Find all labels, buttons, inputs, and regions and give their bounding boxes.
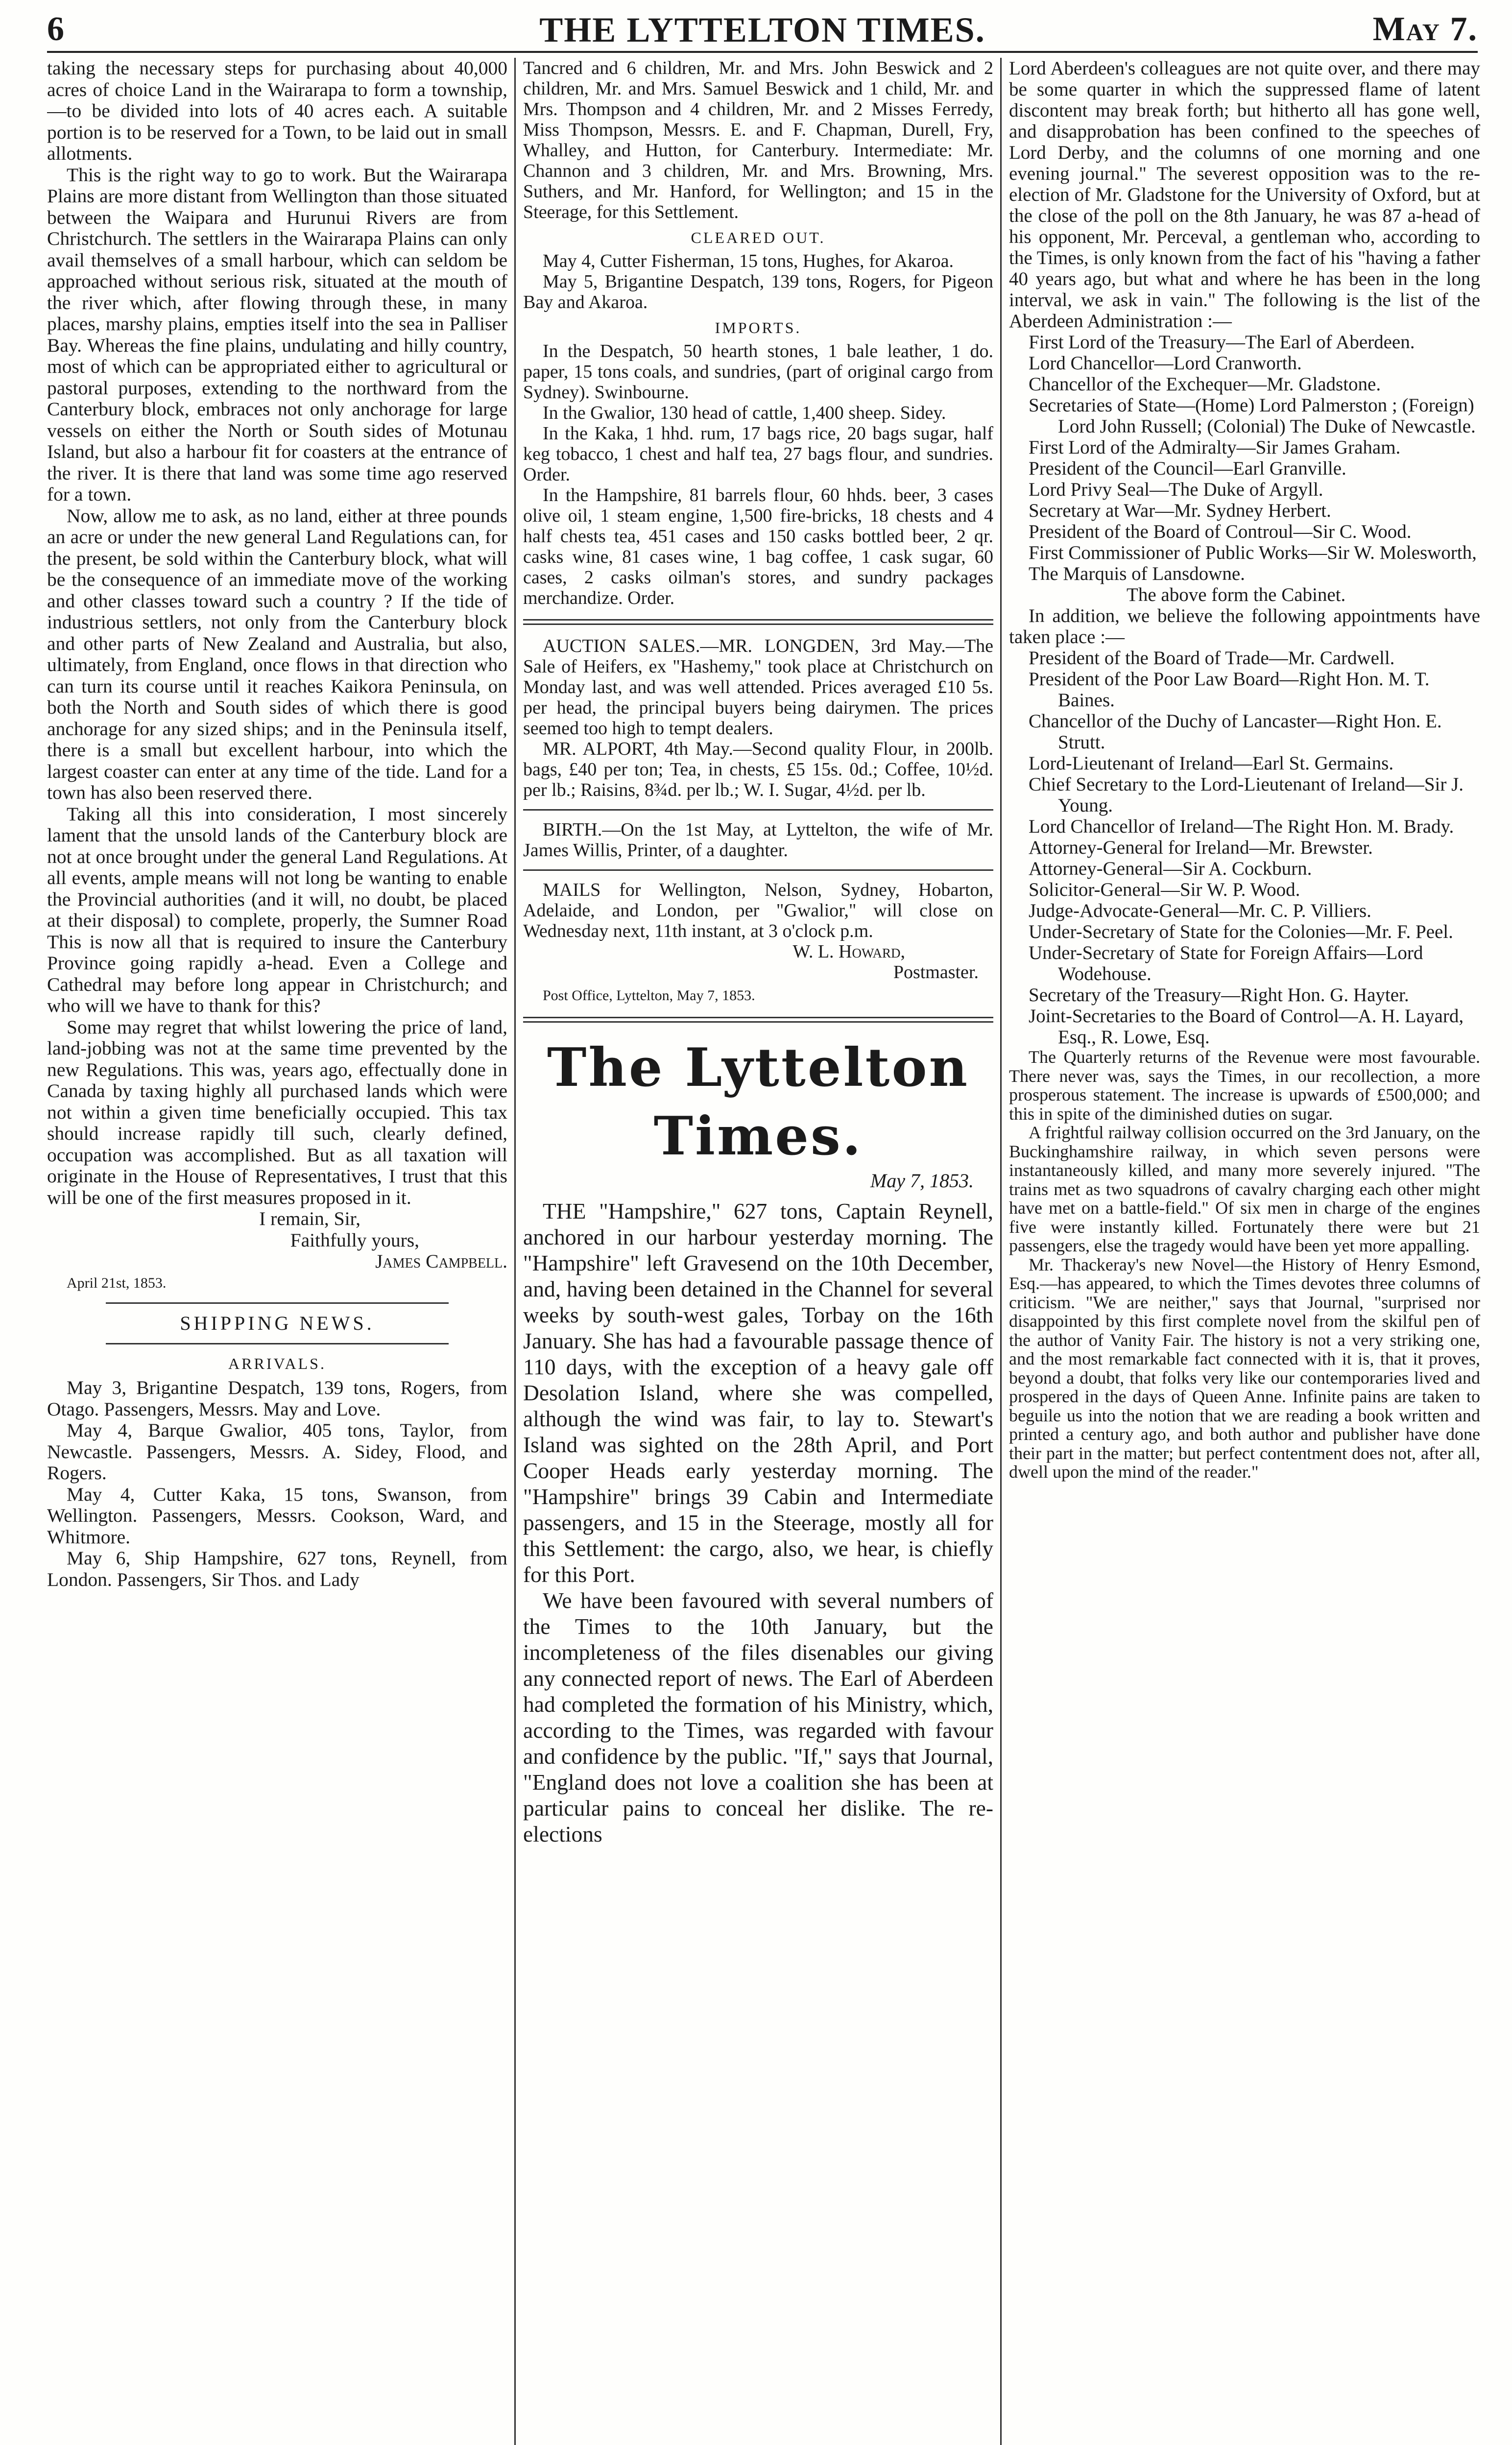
post-office-line: Post Office, Lyttelton, May 7, 1853.	[543, 987, 755, 1004]
arrival-entry: May 4, Cutter Kaka, 15 tons, Swanson, from Wellington. Passengers, Messrs. Cookson, Ward, and Whitmore.	[47, 1483, 507, 1548]
import-entry: In the Kaka, 1 hhd. rum, 17 bags rice, 20 bags sugar, half keg tobacco, 1 chest and half tea, 27 bags flour, and sundries. Order.	[523, 423, 993, 485]
news-paragraph: Mr. Thackeray's new Novel—the History of Henry Esmond, Esq.—has appeared, to which the Times devotes three columns of criticism. "We are neither," says that Journal, "surprised nor disappointed by this first complete novel from the skilful pen of the author of Vanity Fair. The history is not a very striking one, and the most remarkable fact connected with it is, that it proves, beyond a doubt, that folks very like our contemporaries lived and prospered in the days of Queen Anne. Infinite pains are taken to beguile us into the notion that we are reading a book written and printed a century ago, and both author and publisher have done their part in the matter; but perfect contentment does not, after all, dwell upon the mind of the reader."	[1009, 1254, 1480, 1482]
letter-paragraph: Now, allow me to ask, as no land, either at three pounds an acre or under the new general Land Regulations can, for the present, be sold within the Canterbury block, what will be the consequence of an immediate move of the working and other classes toward such a country ? If the tide of industrious settlers, not only from the Canterbury block and other parts of New Zealand and Australia, but also, ultimately, from England, once flows in that direction who can turn its course until it reaches Kaikora Peninsula, on both the North and South sides of which there is good anchorage for any sized ships; and in the Peninsula itself, there is a small but excellent harbour, into which the largest coaster can enter at any time of the tide. Land for a town has also been reserved there.	[47, 504, 507, 803]
appointment-item: Solicitor-General—Sir W. P. Wood.	[1029, 879, 1300, 900]
letter-dateline: April 21st, 1853.	[67, 1274, 167, 1291]
appointment-item: Chief Secretary to the Lord-Lieutenant of Ireland—Sir J. Young.	[1029, 774, 1464, 816]
page-number: 6	[47, 10, 64, 48]
letter-paragraph: taking the necessary steps for purchasing about 40,000 acres of choice Land in the Wairarapa to form a township,—to be divided into lots of 40 acres each. A suitable portion is to be reserved for a Town, to be laid out in small allotments.	[47, 58, 507, 164]
arrival-entry: May 3, Brigantine Despatch, 139 tons, Rogers, from Otago. Passengers, Messrs. May and Love.	[47, 1377, 507, 1420]
appointment-item: Joint-Secretaries to the Board of Control—A. H. Layard, Esq., R. Lowe, Esq.	[1029, 1006, 1464, 1048]
auction-notice: AUCTION SALES.—MR. LONGDEN, 3rd May.—The Sale of Heifers, ex "Hashemy," took place at Christchurch on Monday last, and was well attended. Prices averaged £10 5s. per head, the principal buyers being dairymen. The prices seemed too high to tempt dealers.	[523, 636, 993, 739]
import-entry: In the Gwalior, 130 head of cattle, 1,400 sheep. Sidey.	[543, 403, 946, 423]
cabinet-item: Secretaries of State—(Home) Lord Palmerston ; (Foreign) Lord John Russell; (Colonial) The Duke of Newcastle.	[1029, 395, 1476, 437]
appointment-item: Judge-Advocate-General—Mr. C. P. Villiers.	[1029, 900, 1371, 921]
letter-closing: I remain, Sir,	[259, 1208, 360, 1229]
header-rule	[47, 51, 1478, 53]
appointment-item: Attorney-General—Sir A. Cockburn.	[1029, 858, 1312, 879]
auction-notice: MR. ALPORT, 4th May.—Second quality Flour, in 200lb. bags, £40 per ton; Tea, in chests, £5 15s. 0d.; Coffee, 10½d. per lb.; Raisins, 8¾d. per lb.; W. I. Sugar, 4½d. per lb.	[523, 739, 993, 800]
cabinet-item: President of the Board of Controul—Sir C. Wood.	[1029, 521, 1412, 542]
column-divider	[514, 58, 516, 2445]
column-divider	[1000, 58, 1002, 2445]
letter-closing: Faithfully yours,	[290, 1229, 419, 1251]
cabinet-item: Chancellor of the Exchequer—Mr. Gladstone.	[1029, 374, 1381, 395]
cleared-entry: May 5, Brigantine Despatch, 139 tons, Rogers, for Pigeon Bay and Akaroa.	[523, 271, 993, 312]
cabinet-item: First Commissioner of Public Works—Sir W. Molesworth,	[1029, 542, 1477, 563]
cabinet-note: The above form the Cabinet.	[1127, 584, 1346, 605]
mails-signer: W. L. Howard,	[792, 941, 905, 962]
imports-heading: IMPORTS.	[715, 319, 802, 336]
letter-paragraph: This is the right way to go to work. But the Wairarapa Plains are more distant from Wellington than those situated between the Waipara and Hurunui Rivers are from Christchurch. The settlers in the Wairarapa Plains can only avail themselves of a small harbour, which can seldom be approached without serious risk, situated at the mouth of the river which, after flowing through these, in many places, marshy plains, empties itself into the sea in Palliser Bay. Whereas the fine plains, undulating and hilly country, most of which can be appropriated either to agricultural or pastoral purposes, extending to the northward from the Canterbury block, embraces not only anchorage for large vessels on either the North or South sides of Motunau Island, but also a harbour fit for coasters at the entrance of the river. It is there that land was some time ago reserved for a town.	[47, 164, 507, 505]
arrival-entry-continued: Tancred and 6 children, Mr. and Mrs. John Beswick and 2 children, Mr. and Mrs. Samuel Beswick and 1 child, Mr. and Mrs. Thompson and 4 children, Mr. and 2 Misses Ferredy, Miss Thompson, Messrs. E. and F. Chapman, Durell, Fry, Whalley, and Hutton, for Canterbury. Intermediate: Mr. Channon and 3 children, Mr. and Mrs. Browning, Mrs. Suthers, and Mr. Hanford, for Wellington; and 15 in the Steerage, for this Settlement.	[523, 58, 993, 222]
arrivals-heading: ARRIVALS.	[228, 1354, 326, 1372]
arrival-entry: May 6, Ship Hampshire, 627 tons, Reynell, from London. Passengers, Sir Thos. and Lady	[47, 1547, 507, 1590]
issue-date: May 7.	[1372, 10, 1478, 48]
letter-paragraph: Some may regret that whilst lowering the price of land, land-jobbing was not at the same time prevented by the new Regulations. This was, years ago, effectually done in Canada by taxing highly all purchased lands which were not within a given time beneficially occupied. This tax should increase rapidly till such, clearly defined, occupation was accomplished. But as all taxation will originate in the House of Representatives, I trust that this will be one of the first measures proposed in it.	[47, 1016, 507, 1208]
cabinet-item: The Marquis of Lansdowne.	[1029, 563, 1245, 584]
appointments-list	[1009, 647, 1480, 1048]
section-rule	[106, 1302, 449, 1304]
arrival-entry: May 4, Barque Gwalior, 405 tons, Taylor, from Newcastle. Passengers, Messrs. A. Sidey, Flood, and Rogers.	[47, 1419, 507, 1484]
cabinet-item: Lord Chancellor—Lord Cranworth.	[1029, 353, 1302, 374]
news-paragraph: The Quarterly returns of the Revenue were most favourable. There never was, says the Times, in our recollection, a more prosperous statement. The increase is upwards of £500,000; and this in spite of the diminished duties on sugar.	[1009, 1047, 1480, 1124]
editorial-paragraph: THE "Hampshire," 627 tons, Captain Reynell, anchored in our harbour yesterday morning. The "Hampshire" left Gravesend on the 10th December, and, having been detained in the Channel for several weeks by south-west gales, Torbay on the 16th January. She has had a favourable passage thence of 110 days, with the exception of a heavy gale off Desolation Island, where she was compelled, although the wind was fair, to lay to. Stewart's Island was sighted on the 28th April, and Port Cooper Heads early yesterday morning. The "Hampshire" brings 39 Cabin and Intermediate passengers, and 15 in the Steerage, mostly all for this Settlement: the cargo, also, we hear, is chiefly for this Port.	[523, 1199, 993, 1587]
column-1	[47, 58, 507, 2445]
cabinet-item: Secretary at War—Mr. Sydney Herbert.	[1029, 500, 1331, 521]
news-paragraph: A frightful railway collision occurred on the 3rd January, on the Buckinghamshire railway, in which seven persons were instantaneously killed, and many more severely injured. "The trains met as two squadrons of cavalry charging each other might have met on a battle-field." Of six men in charge of the engines five were instantly killed. Fortunately there were but 21 passengers, else the tragedy would have been yet more appalling.	[1009, 1123, 1480, 1255]
appointment-item: Attorney-General for Ireland—Mr. Brewster.	[1029, 837, 1373, 858]
cabinet-item: First Lord of the Admiralty—Sir James Graham.	[1029, 437, 1401, 458]
mails-notice: MAILS for Wellington, Nelson, Sydney, Hobarton, Adelaide, and London, per "Gwalior," will close on Wednesday next, 11th instant, at 3 o'clock p.m.	[523, 880, 993, 941]
appointment-item: Lord-Lieutenant of Ireland—Earl St. Germains.	[1029, 753, 1394, 774]
editorial-date: May 7, 1853.	[870, 1170, 974, 1192]
editorial-paragraph: We have been favoured with several numbers of the Times to the 10th January, but the incompleteness of the files disenables our giving any connected report of news. The Earl of Aberdeen had completed the formation of his Ministry, which, according to the Times, was regarded with favour and confidence by the public. "If," says that Journal, "England does not love a coalition she has been at particular pains to conceal her dislike. The re-elections	[523, 1588, 993, 1846]
appointment-item: Under-Secretary of State for the Colonies—Mr. F. Peel.	[1029, 921, 1453, 942]
mails-signer-title: Postmaster.	[893, 962, 979, 983]
page-header	[47, 10, 1478, 49]
birth-notice: BIRTH.—On the 1st May, at Lyttelton, the wife of Mr. James Willis, Printer, of a daughter.	[523, 819, 993, 861]
editorial-continued: Lord Aberdeen's colleagues are not quite over, and there may be some quarter in which the suppressed flame of latent discontent may break forth; but hitherto all has gone well, and disapprobation has been confined to the speeches of Lord Derby, and the columns of one morning and one evening journal." The severest opposition was to the re-election of Mr. Gladstone for the University of Oxford, but at the close of the poll on the 8th January, he was 87 a-head of his opponent, Mr. Perceval, a gentleman who, according to the Times, is only known from the fact of his "having a father 40 years ago, but what and where he has been in the long interval, we ask in vain." The following is the list of the Aberdeen Administration :—	[1009, 58, 1480, 332]
newspaper-title: THE LYTTELTON TIMES.	[539, 10, 985, 49]
cabinet-item: First Lord of the Treasury—The Earl of Aberdeen.	[1029, 332, 1415, 353]
cabinet-item: Lord Privy Seal—The Duke of Argyll.	[1029, 479, 1323, 500]
cabinet-list	[1009, 332, 1480, 605]
appointment-item: President of the Board of Trade—Mr. Cardwell.	[1029, 647, 1395, 669]
column-3	[1009, 58, 1480, 2445]
section-rule	[523, 869, 993, 871]
appointment-item: President of the Poor Law Board—Right Hon. M. T. Baines.	[1029, 669, 1430, 711]
double-rule	[523, 1017, 993, 1023]
double-rule	[523, 619, 993, 625]
section-rule	[106, 1343, 449, 1344]
cabinet-item: President of the Council—Earl Granville.	[1029, 458, 1346, 479]
editorial-masthead: The Lyttelton Times.	[547, 1037, 969, 1167]
column-2	[523, 58, 993, 2445]
appointment-item: Under-Secretary of State for Foreign Affairs—Lord Wodehouse.	[1029, 942, 1423, 984]
import-entry: In the Despatch, 50 hearth stones, 1 bale leather, 1 do. paper, 15 tons coals, and sundries, (part of original cargo from Sydney). Swinbourne.	[523, 341, 993, 403]
appointment-item: Lord Chancellor of Ireland—The Right Hon. M. Brady.	[1029, 816, 1454, 837]
appointment-item: Secretary of the Treasury—Right Hon. G. Hayter.	[1029, 984, 1409, 1006]
appointments-intro: In addition, we believe the following appointments have taken place :—	[1009, 605, 1480, 647]
cleared-entry: May 4, Cutter Fisherman, 15 tons, Hughes, for Akaroa.	[543, 251, 954, 271]
shipping-news-heading: SHIPPING NEWS.	[180, 1312, 375, 1334]
appointment-item: Chancellor of the Duchy of Lancaster—Right Hon. E. Strutt.	[1029, 711, 1442, 753]
import-entry: In the Hampshire, 81 barrels flour, 60 hhds. beer, 3 cases olive oil, 1 steam engine, 1,500 fire-bricks, 18 chests and 4 half chests tea, 451 cases and 150 casks bottled beer, 2 qr. casks wine, 81 cases wine, 1 bag coffee, 1 cask sugar, 60 cases, 2 casks oilman's stores, and sundry packages merchandize. Order.	[523, 485, 993, 608]
letter-paragraph: Taking all this into consideration, I most sincerely lament that the unsold lands of the Canterbury block are not at once brought under the general Land Regulations. At all events, ample means will not long be wanting to enable the Provincial authorities (and it will, no doubt, be placed at their disposal) to complete, properly, the Sumner Road This is now all that is required to insure the Canterbury Province going rapidly a-head. Even a College and Cathedral may before long appear in Christchurch; and who will we have to thank for this?	[47, 803, 507, 1016]
section-rule	[523, 809, 993, 811]
letter-signature: James Campbell.	[375, 1250, 507, 1272]
cleared-out-heading: CLEARED OUT.	[691, 229, 826, 246]
